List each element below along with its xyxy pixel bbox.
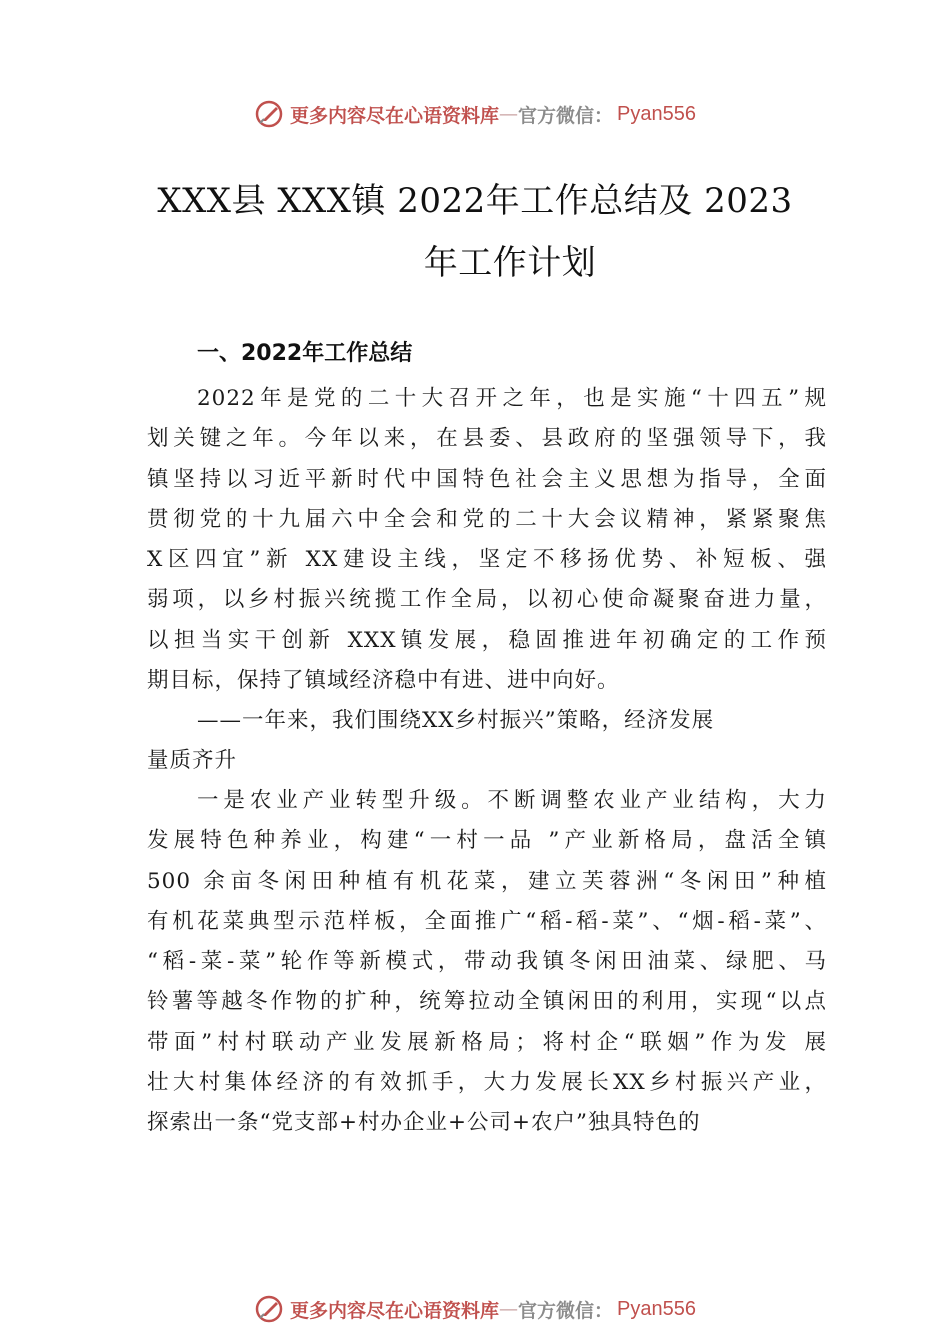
paragraph-line: 发展特色种养业，构建“一村一品 ”产业新格局，盘活全镇 xyxy=(147,828,827,854)
watermark-wechat-id: Pyan556 xyxy=(617,102,696,125)
paragraph-line: 以担当实干创新 XXX镇发展，稳固推进年初确定的工作预 xyxy=(147,627,827,653)
paragraph-3 xyxy=(147,781,827,1144)
paragraph-line: ——一年来，我们围绕XX乡村振兴”策略，经济发展 xyxy=(197,708,715,733)
watermark-sub-text: 官方微信： xyxy=(518,104,614,127)
document-title xyxy=(100,170,850,294)
paragraph-line: 500 余亩冬闲田种植有机花菜，建立芙蓉洲“冬闲田”种植 xyxy=(147,868,827,894)
paragraph-line: 有机花菜典型示范样板，全面推广“稻-稻-菜”、“烟-稻-菜”、 xyxy=(147,908,827,934)
title-line-1: XXX县 XXX镇 2022年工作总结及 2023 xyxy=(157,181,793,221)
paragraph-line: 贯彻党的十九届六中全会和党的二十大会议精神，紧紧聚焦 xyxy=(147,506,827,532)
watermark-separator: — xyxy=(499,1298,519,1320)
title-line-2: 年工作计划 xyxy=(423,243,597,283)
paragraph-line: X区四宜”新 XX建设主线，坚定不移扬优势、补短板、强 xyxy=(147,547,827,573)
paragraph-line: 一是农业产业转型升级。不断调整农业产业结构，大力 xyxy=(197,788,827,813)
paragraph-line: 壮大村集体经济的有效抓手，大力发展长XX乡村振兴产业， xyxy=(147,1070,827,1096)
watermark-main-text: 更多内容尽在心语资料库 xyxy=(290,104,500,127)
paragraph-line: 探索出一条“党支部+村办企业+公司+农户”独具特色的 xyxy=(147,1110,701,1136)
watermark-wechat-id: Pyan556 xyxy=(617,1297,696,1320)
watermark-footer xyxy=(0,1291,950,1327)
paragraph-line: 镇坚持以习近平新时代中国特色社会主义思想为指导，全面 xyxy=(147,466,827,492)
watermark-header xyxy=(0,96,950,132)
section-heading: 一、2022年工作总结 xyxy=(197,341,413,366)
paragraph-line: “稻-菜-菜”轮作等新模式，带动我镇冬闲田油菜、绿肥、马 xyxy=(147,949,827,975)
paragraph-line: 带面”村村联动产业发展新格局；将村企“联姻”作为发 展 xyxy=(147,1029,827,1055)
paragraph-2 xyxy=(147,701,827,782)
paragraph-line: 2022年是党的二十大召开之年，也是实施“十四五”规 xyxy=(197,386,827,411)
watermark-main-text: 更多内容尽在心语资料库 xyxy=(290,1299,500,1322)
quill-logo-icon xyxy=(254,99,284,129)
paragraph-line: 弱项，以乡村振兴统揽工作全局，以初心使命凝聚奋进力量， xyxy=(147,587,827,613)
watermark-sub-text: 官方微信： xyxy=(518,1299,614,1322)
paragraph-line: 划关键之年。今年以来，在县委、县政府的坚强领导下，我 xyxy=(147,426,827,452)
paragraph-line: 量质齐升 xyxy=(147,748,238,774)
paragraph-line: 铃薯等越冬作物的扩种，统筹拉动全镇闲田的利用，实现“以点 xyxy=(147,989,827,1015)
paragraph-line: 期目标，保持了镇域经济稳中有进、进中向好。 xyxy=(147,668,620,694)
watermark-separator: — xyxy=(499,103,519,125)
paragraph-1 xyxy=(147,379,827,701)
quill-logo-icon xyxy=(254,1294,284,1324)
